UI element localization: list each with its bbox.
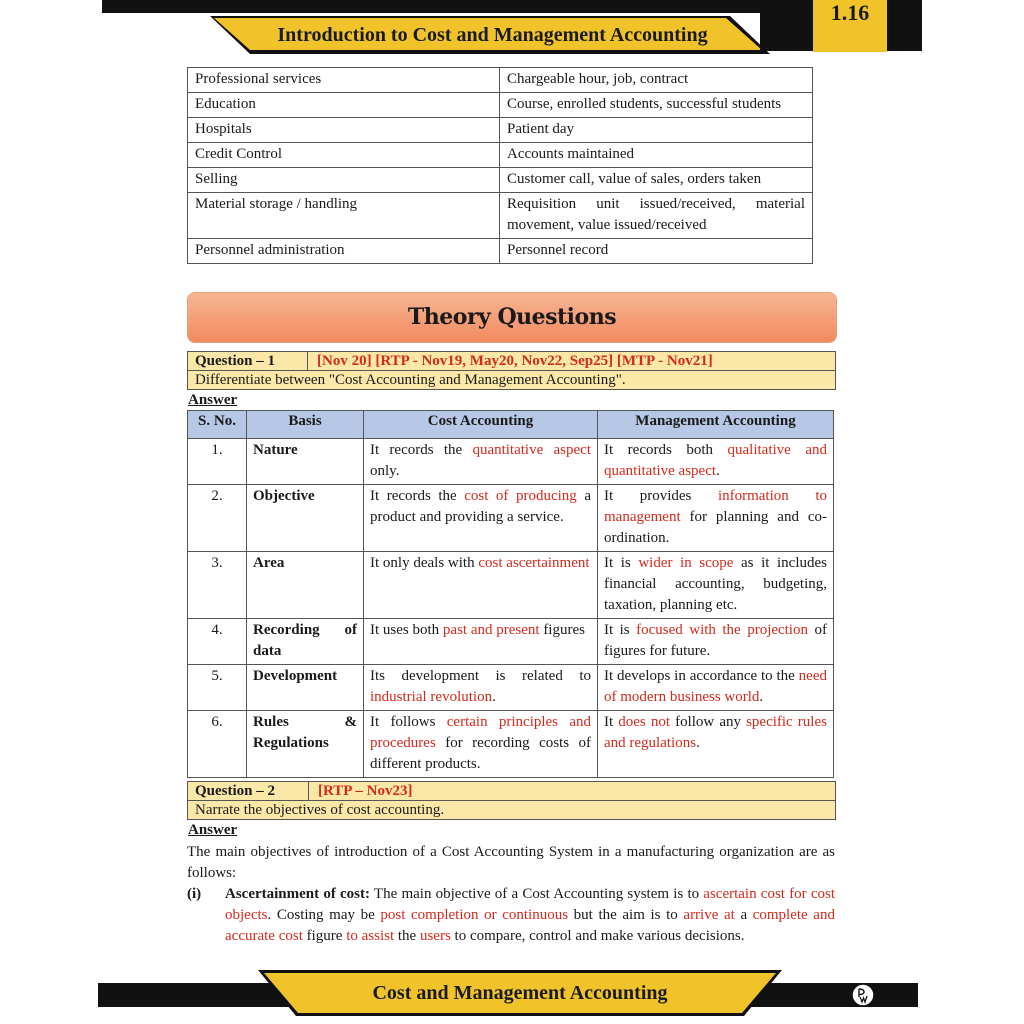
cost-unit-cell: Requisition unit issued/received, material movement, value issued/received xyxy=(500,193,813,239)
table-row xyxy=(188,619,834,665)
cost-area-cell: Material storage / handling xyxy=(188,193,500,239)
cost-text-seg: figures xyxy=(539,622,585,638)
question-1-box xyxy=(187,351,836,390)
table-row xyxy=(188,665,834,711)
header-basis: Basis xyxy=(247,411,364,439)
objective-text-seg: complete and accurate cost xyxy=(225,907,835,944)
objective-title: Ascertainment of cost: xyxy=(225,886,371,902)
mgmt-text-seg: qualitative and quantitative aspect xyxy=(604,442,827,479)
cost-unit-cell: Chargeable hour, job, contract xyxy=(500,68,813,93)
header-management-accounting: Management Accounting xyxy=(598,411,834,439)
objective-numeral: (i) xyxy=(187,886,202,902)
comparison-header-row xyxy=(188,411,834,439)
cost-text-seg: for recording costs of different products. xyxy=(370,735,591,772)
cost-accounting-cell xyxy=(364,665,598,711)
basis-cell: Area xyxy=(247,552,364,619)
objective-text-seg: arrive at xyxy=(683,907,735,923)
cost-text-seg: It only deals with xyxy=(370,555,479,571)
cost-text-seg: past and present xyxy=(442,622,540,638)
objective-text-seg: a xyxy=(734,907,753,923)
mgmt-text-seg: focused with the projection xyxy=(636,622,809,638)
cost-text-seg: certain principles and procedures xyxy=(370,714,591,751)
cost-unit-cell: Personnel record xyxy=(500,239,813,264)
sno-cell: 6. xyxy=(188,711,247,778)
header-cost-accounting: Cost Accounting xyxy=(364,411,598,439)
sno-cell: 5. xyxy=(188,665,247,711)
header-black-bar xyxy=(102,0,922,13)
basis-cell: Nature xyxy=(247,439,364,485)
mgmt-text-seg: It records both xyxy=(604,442,728,458)
cost-units-table xyxy=(187,67,813,264)
mgmt-text-seg: It develops in accordance to the xyxy=(604,668,799,684)
table-row xyxy=(188,485,834,552)
question-2-box xyxy=(187,781,836,820)
sno-cell: 4. xyxy=(188,619,247,665)
objective-text-seg: to assist xyxy=(346,928,395,944)
basis-cell: Objective xyxy=(247,485,364,552)
cost-accounting-cell xyxy=(364,711,598,778)
cost-accounting-cell xyxy=(364,439,598,485)
cost-accounting-cell xyxy=(364,485,598,552)
mgmt-text-seg: wider in scope xyxy=(638,555,734,571)
theory-questions-banner: Theory Questions xyxy=(187,292,837,343)
cost-text-seg: quantitative aspect xyxy=(472,442,591,458)
cost-accounting-cell xyxy=(364,552,598,619)
objective-text xyxy=(225,884,835,947)
cost-text-seg: industrial revolution xyxy=(370,689,493,705)
cost-unit-cell: Patient day xyxy=(500,118,813,143)
cost-text-seg: cost of producing xyxy=(464,488,577,504)
question-2-label: Question – 2 xyxy=(188,782,309,800)
cost-text-seg: It records the xyxy=(370,488,465,504)
management-accounting-cell xyxy=(598,711,834,778)
objective-text-seg: but the aim is to xyxy=(568,907,684,923)
basis-cell: Recording of data xyxy=(247,619,364,665)
answer-1-label: Answer xyxy=(188,392,238,408)
objective-text-seg: the xyxy=(394,928,420,944)
objective-text-seg: users xyxy=(419,928,451,944)
publisher-logo-icon xyxy=(851,983,875,1007)
objective-text-seg: post completion or continuous xyxy=(380,907,569,923)
cost-unit-cell: Course, enrolled students, successful students xyxy=(500,93,813,118)
mgmt-text-seg: of figures for future. xyxy=(604,622,827,659)
mgmt-text-seg: It xyxy=(604,714,619,730)
cost-text-seg: only. xyxy=(370,463,400,479)
mgmt-text-seg: It is xyxy=(604,622,637,638)
cost-area-cell: Selling xyxy=(188,168,500,193)
answer-2-intro: The main objectives of introduction of a Cost Accounting System in a manufacturing organization are as follows: xyxy=(187,844,835,881)
answer-2-label: Answer xyxy=(188,822,238,838)
question-1-refs: [Nov 20] [RTP - Nov19, May20, Nov22, Sep25] [MTP - Nov21] xyxy=(317,353,713,369)
mgmt-text-seg: . xyxy=(759,689,764,705)
objective-text-seg: ascertain cost for cost objects xyxy=(225,886,835,923)
objective-text-seg: . Costing may be xyxy=(267,907,381,923)
cost-text-seg: It uses both xyxy=(370,622,443,638)
table-row xyxy=(188,68,813,93)
comparison-table xyxy=(187,410,834,778)
management-accounting-cell xyxy=(598,439,834,485)
sno-cell: 1. xyxy=(188,439,247,485)
question-1-text: Differentiate between "Cost Accounting and Management Accounting". xyxy=(195,372,626,388)
basis-cell: Rules & Regulations xyxy=(247,711,364,778)
footer-title: Cost and Management Accounting xyxy=(372,982,668,1004)
cost-text-seg: Its development is related to xyxy=(370,668,591,684)
mgmt-text-seg: It provides xyxy=(604,488,718,504)
chapter-title: Introduction to Cost and Management Accounting xyxy=(277,24,708,46)
objective-text-seg: to compare, control and make various decisions. xyxy=(450,928,745,944)
cost-area-cell: Credit Control xyxy=(188,143,500,168)
management-accounting-cell xyxy=(598,552,834,619)
objective-item xyxy=(187,884,835,947)
cost-text-seg: . xyxy=(492,689,496,705)
table-row xyxy=(188,118,813,143)
mgmt-text-seg: follow any xyxy=(670,714,747,730)
mgmt-text-seg: It is xyxy=(604,555,639,571)
mgmt-text-seg: specific rules and regulations xyxy=(604,714,827,751)
mgmt-text-seg: as it includes financial accounting, budgeting, taxation, planning etc. xyxy=(604,555,827,613)
mgmt-text-seg: information to management xyxy=(604,488,827,525)
cost-text-seg: cost ascertainment xyxy=(478,555,590,571)
cost-unit-cell: Accounts maintained xyxy=(500,143,813,168)
table-row xyxy=(188,439,834,485)
cost-text-seg: a product and providing a service. xyxy=(370,488,591,525)
management-accounting-cell xyxy=(598,485,834,552)
cost-area-cell: Professional services xyxy=(188,68,500,93)
table-row xyxy=(188,239,813,264)
cost-unit-cell: Customer call, value of sales, orders taken xyxy=(500,168,813,193)
table-row xyxy=(188,552,834,619)
cost-area-cell: Personnel administration xyxy=(188,239,500,264)
cost-text-seg: It records the xyxy=(370,442,473,458)
management-accounting-cell xyxy=(598,619,834,665)
page-number: 1.16 xyxy=(813,0,887,52)
mgmt-text-seg: for planning and co-ordination. xyxy=(604,509,827,546)
mgmt-text-seg: . xyxy=(716,463,720,479)
question-2-text: Narrate the objectives of cost accounting. xyxy=(195,802,445,818)
objective-text-seg: figure xyxy=(302,928,347,944)
cost-accounting-cell xyxy=(364,619,598,665)
table-row xyxy=(188,168,813,193)
basis-cell: Development xyxy=(247,665,364,711)
table-row xyxy=(188,711,834,778)
header-sno: S. No. xyxy=(188,411,247,439)
sno-cell: 2. xyxy=(188,485,247,552)
table-row xyxy=(188,193,813,239)
cost-area-cell: Education xyxy=(188,93,500,118)
sno-cell: 3. xyxy=(188,552,247,619)
mgmt-text-seg: . xyxy=(696,735,700,751)
cost-area-cell: Hospitals xyxy=(188,118,500,143)
objective-text-seg: The main objective of a Cost Accounting system is to xyxy=(370,886,704,902)
question-2-refs: [RTP – Nov23] xyxy=(318,783,413,799)
table-row xyxy=(188,143,813,168)
mgmt-text-seg: does not xyxy=(618,714,670,730)
table-row xyxy=(188,93,813,118)
cost-text-seg: It follows xyxy=(370,714,447,730)
question-1-label: Question – 1 xyxy=(188,352,308,370)
mgmt-text-seg: need of modern business world xyxy=(604,668,827,705)
management-accounting-cell xyxy=(598,665,834,711)
